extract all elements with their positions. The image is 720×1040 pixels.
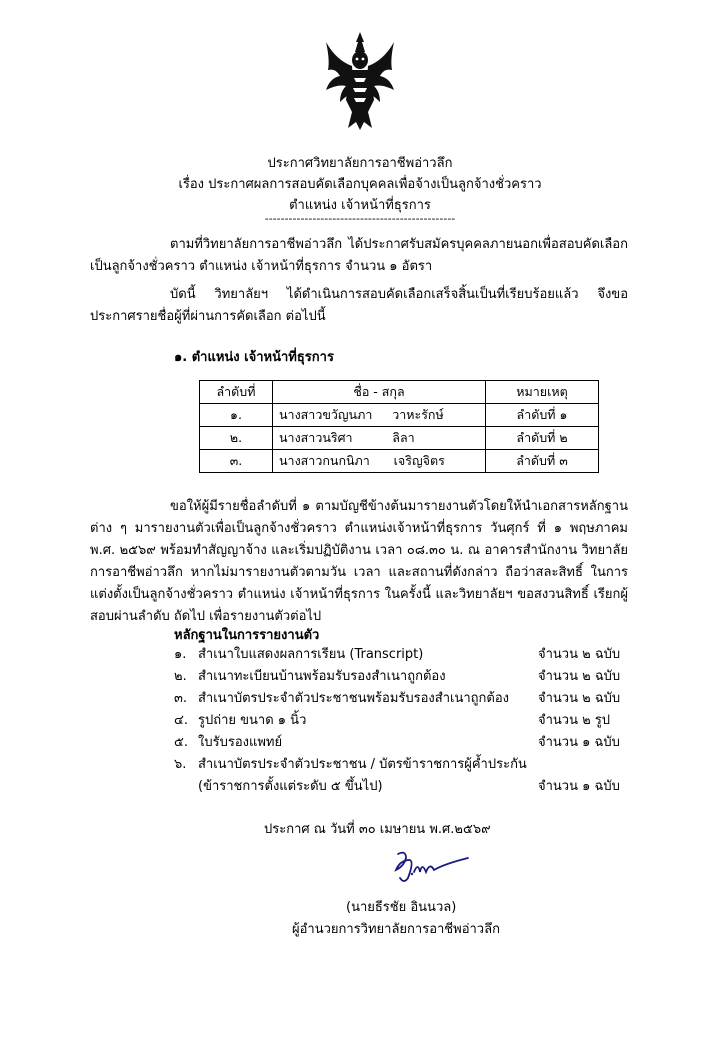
section-heading: ๑. ตำแหน่ง เจ้าหน้าที่ธุรการ — [174, 350, 334, 365]
row-note: ลำดับที่ ๑ — [486, 404, 599, 427]
result-paragraph: บัดนี้ วิทยาลัยฯ ได้ดำเนินการสอบคัดเลือกเสร็จสิ้นเป็นที่เรียบร้อยแล้ว จึงขอประกาศรายชื่อผู้ที่ผ่านการคัดเลือก ต่อไปนี้ — [90, 287, 628, 324]
signer-name: (นายธีรชัย อินนวล) — [346, 900, 457, 915]
document-amount: จำนวน ๒ รูป — [538, 713, 611, 728]
document-number: ๕. — [174, 735, 188, 750]
document-number: ๖. — [174, 757, 187, 772]
document-number: ๒. — [174, 669, 187, 684]
announcement-position: ตำแหน่ง เจ้าหน้าที่ธุรการ — [289, 198, 431, 213]
document-name: รูปถ่าย ขนาด ๑ นิ้ว — [198, 713, 307, 728]
document-amount: จำนวน ๒ ฉบับ — [538, 691, 621, 706]
row-name: นางสาวกนกนิภา เจริญจิตร — [273, 450, 486, 473]
document-amount: จำนวน ๒ ฉบับ — [538, 647, 621, 662]
document-number: ๓. — [174, 691, 188, 706]
list-item — [174, 688, 634, 710]
report-instructions-paragraph: ขอให้ผู้มีรายชื่อลำดับที่ ๑ ตามบัญชีข้างต้นมารายงานตัวโดยให้นำเอกสารหลักฐานต่าง ๆ มารายงานตัวเพื่อเป็นลูกจ้างชั่วคราว ตำแหน่งเจ้าหน้าที่ธุรการ วันศุกร์ ที่ ๑ พฤษภาคม พ.ศ. ๒๕๖๙ พร้อมทำสัญญาจ้าง และเริ่มปฏิบัติงาน เวลา ๐๘.๓๐ น. ณ อาคารสำนักงาน วิทยาลัยการอาชีพอ่าวลึก หากไม่มารายงานตัวตามวัน เวลา และสถานที่ดังกล่าว ถือว่าสละสิทธิ์ ในการแต่งตั้งเป็นลูกจ้างชั่วคราว ตำแหน่ง เจ้าหน้าที่ธุรการ ในครั้งนี้ และวิทยาลัยฯ ขอสงวนสิทธิ์ เรียกผู้สอบผ่านลำดับ ถัดไป เพื่อรายงานตัวต่อไป — [90, 499, 628, 624]
intro-paragraph: ตามที่วิทยาลัยการอาชีพอ่าวลึก ได้ประกาศรับสมัครบุคคลภายนอกเพื่อสอบคัดเลือกเป็นลูกจ้างชั่วคราว ตำแหน่ง เจ้าหน้าที่ธุรการ จำนวน ๑ อัตรา — [90, 237, 628, 274]
document-name: สำเนาบัตรประจำตัวประชาชนพร้อมรับรองสำเนาถูกต้อง — [198, 691, 509, 706]
column-header-order: ลำดับที่ — [200, 381, 273, 404]
document-name: สำเนาทะเบียนบ้านพร้อมรับรองสำเนาถูกต้อง — [198, 669, 446, 684]
list-item — [174, 644, 634, 666]
list-item — [174, 666, 634, 688]
row-name: นางสาวขวัญนภา วาหะรักษ์ — [273, 404, 486, 427]
row-order: ๑. — [200, 404, 273, 427]
document-number: ๔. — [174, 713, 188, 728]
announcement-date: ประกาศ ณ วันที่ ๓๐ เมษายน พ.ศ.๒๕๖๙ — [264, 822, 491, 837]
row-note: ลำดับที่ ๓ — [486, 450, 599, 473]
selected-candidates-table — [199, 380, 599, 473]
column-header-name: ชื่อ - สกุล — [273, 381, 486, 404]
handwritten-signature-icon — [384, 848, 474, 888]
row-order: ๒. — [200, 427, 273, 450]
garuda-emblem-icon — [322, 30, 398, 134]
list-item — [174, 776, 634, 798]
document-name: ใบรับรองแพทย์ — [198, 735, 283, 750]
document-name: (ข้าราชการตั้งแต่ระดับ ๕ ขึ้นไป) — [198, 779, 383, 794]
document-number: ๑. — [174, 647, 187, 662]
list-item — [174, 754, 634, 776]
document-name: สำเนาบัตรประจำตัวประชาชน / บัตรข้าราชการผู้ค้ำประกัน — [198, 757, 527, 772]
document-amount: จำนวน ๑ ฉบับ — [538, 735, 620, 750]
announcement-title: ประกาศวิทยาลัยการอาชีพอ่าวลึก — [267, 156, 453, 171]
header-divider: ------------------------------------------------ — [264, 212, 456, 225]
document-amount: จำนวน ๑ ฉบับ — [538, 779, 620, 794]
document-name: สำเนาใบแสดงผลการเรียน (Transcript) — [198, 647, 424, 662]
documents-heading: หลักฐานในการรายงานตัว — [174, 628, 320, 643]
list-item — [174, 732, 634, 754]
table-row — [200, 404, 599, 427]
row-name: นางสาวนริศา ลิลา — [273, 427, 486, 450]
signer-title: ผู้อำนวยการวิทยาลัยการอาชีพอ่าวลึก — [292, 922, 500, 937]
document-amount: จำนวน ๒ ฉบับ — [538, 669, 621, 684]
table-row — [200, 427, 599, 450]
row-order: ๓. — [200, 450, 273, 473]
announcement-subject: เรื่อง ประกาศผลการสอบคัดเลือกบุคคลเพื่อจ้างเป็นลูกจ้างชั่วคราว — [178, 177, 542, 192]
column-header-note: หมายเหตุ — [486, 381, 599, 404]
table-header-row — [200, 381, 599, 404]
list-item — [174, 710, 634, 732]
row-note: ลำดับที่ ๒ — [486, 427, 599, 450]
table-row — [200, 450, 599, 473]
